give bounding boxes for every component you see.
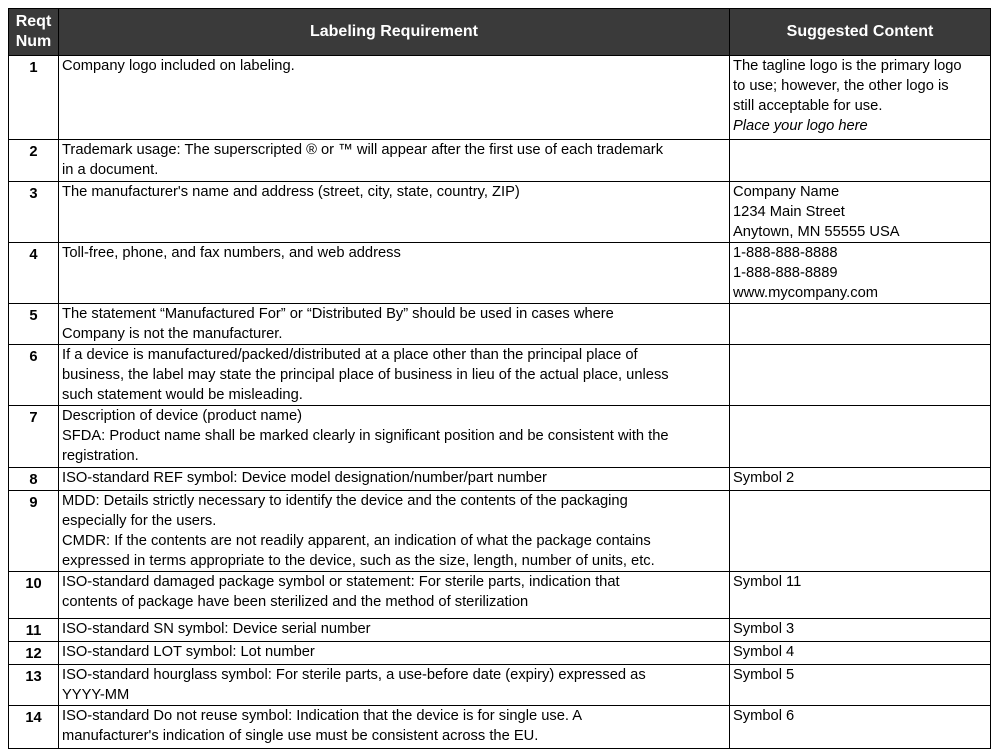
reqt-num-cell: 3 xyxy=(9,182,59,243)
labeling-requirements-table xyxy=(8,8,991,749)
suggested-content-cell xyxy=(730,642,991,665)
table-row xyxy=(9,406,991,468)
requirement-line: registration. xyxy=(62,448,139,464)
requirement-line: CMDR: If the contents are not readily apparent, an indication of what the package contains xyxy=(62,533,651,549)
reqt-num-cell: 12 xyxy=(9,642,59,665)
requirement-line: The statement “Manufactured For” or “Distributed By” should be used in cases where xyxy=(62,306,614,322)
requirement-cell xyxy=(59,619,730,642)
table-row xyxy=(9,345,991,406)
suggested-line: Symbol 11 xyxy=(733,574,802,590)
suggested-line: still acceptable for use. xyxy=(733,98,883,114)
suggested-content-cell xyxy=(730,572,991,619)
reqt-num-cell: 2 xyxy=(9,140,59,182)
suggested-content-cell xyxy=(730,140,991,182)
table-row xyxy=(9,572,991,619)
requirement-line: ISO-standard hourglass symbol: For sterile parts, a use-before date (expiry) expressed as xyxy=(62,667,646,683)
suggested-line: Symbol 6 xyxy=(733,708,795,724)
requirement-cell xyxy=(59,56,730,140)
reqt-num-cell: 13 xyxy=(9,665,59,706)
reqt-num-cell: 6 xyxy=(9,345,59,406)
suggested-content-cell xyxy=(730,665,991,706)
requirement-line: such statement would be misleading. xyxy=(62,387,303,403)
requirement-cell xyxy=(59,406,730,468)
suggested-line: Symbol 2 xyxy=(733,470,795,486)
requirement-cell xyxy=(59,491,730,572)
requirement-line: ISO-standard SN symbol: Device serial number xyxy=(62,621,371,637)
requirement-line: ISO-standard LOT symbol: Lot number xyxy=(62,644,315,660)
table-row xyxy=(9,468,991,491)
reqt-num-cell: 4 xyxy=(9,243,59,304)
requirement-line: SFDA: Product name shall be marked clearly in significant position and be consistent with the xyxy=(62,428,669,444)
requirement-cell xyxy=(59,140,730,182)
requirement-line: If a device is manufactured/packed/distributed at a place other than the principal place of xyxy=(62,347,638,363)
suggested-content-cell xyxy=(730,468,991,491)
requirement-cell xyxy=(59,665,730,706)
suggested-content-cell xyxy=(730,406,991,468)
header-reqt-num: Reqt Num xyxy=(9,9,59,56)
requirement-line: Company is not the manufacturer. xyxy=(62,326,283,342)
suggested-content-cell xyxy=(730,304,991,345)
table-row xyxy=(9,56,991,140)
suggested-content-cell xyxy=(730,345,991,406)
reqt-num-cell: 14 xyxy=(9,706,59,749)
suggested-line: 1234 Main Street xyxy=(733,204,845,220)
suggested-line: Anytown, MN 55555 USA xyxy=(733,224,900,240)
table-row xyxy=(9,182,991,243)
table-row xyxy=(9,706,991,749)
requirement-line: ISO-standard damaged package symbol or statement: For sterile parts, indication that xyxy=(62,574,620,590)
suggested-line: 1-888-888-8889 xyxy=(733,265,838,281)
suggested-content-cell xyxy=(730,56,991,140)
requirement-line: YYYY-MM xyxy=(62,687,130,703)
requirement-cell xyxy=(59,642,730,665)
reqt-num-cell: 11 xyxy=(9,619,59,642)
requirement-line: manufacturer's indication of single use must be consistent across the EU. xyxy=(62,728,539,744)
requirement-line: Toll-free, phone, and fax numbers, and web address xyxy=(62,245,401,261)
requirement-cell xyxy=(59,706,730,749)
reqt-num-cell: 10 xyxy=(9,572,59,619)
header-suggested-content: Suggested Content xyxy=(730,9,991,56)
suggested-content-cell xyxy=(730,619,991,642)
suggested-content-cell xyxy=(730,706,991,749)
logo-placeholder-text: Place your logo here xyxy=(733,118,868,134)
table-row xyxy=(9,642,991,665)
table-row xyxy=(9,140,991,182)
suggested-line: 1-888-888-8888 xyxy=(733,245,838,261)
requirement-line: business, the label may state the principal place of business in lieu of the actual place, unless xyxy=(62,367,669,383)
reqt-num-cell: 5 xyxy=(9,304,59,345)
requirement-line: contents of package have been sterilized and the method of sterilization xyxy=(62,594,529,610)
header-row xyxy=(9,9,991,56)
table-row xyxy=(9,665,991,706)
header-labeling-requirement: Labeling Requirement xyxy=(59,9,730,56)
reqt-num-cell: 1 xyxy=(9,56,59,140)
table-row xyxy=(9,304,991,345)
table-row xyxy=(9,491,991,572)
requirement-line: in a document. xyxy=(62,162,159,178)
table-row xyxy=(9,619,991,642)
requirement-line: expressed in terms appropriate to the device, such as the size, length, number of units, etc. xyxy=(62,553,655,569)
reqt-num-cell: 7 xyxy=(9,406,59,468)
requirement-cell xyxy=(59,468,730,491)
requirement-line: MDD: Details strictly necessary to identify the device and the contents of the packaging xyxy=(62,493,628,509)
requirement-line: Trademark usage: The superscripted ® or ™ will appear after the first use of each trademark xyxy=(62,142,664,158)
suggested-line: The tagline logo is the primary logo xyxy=(733,58,962,74)
suggested-line: Company Name xyxy=(733,184,840,200)
requirement-line: Company logo included on labeling. xyxy=(62,58,295,74)
table-row xyxy=(9,243,991,304)
suggested-line: to use; however, the other logo is xyxy=(733,78,949,94)
requirement-line: ISO-standard REF symbol: Device model designation/number/part number xyxy=(62,470,547,486)
requirement-line: ISO-standard Do not reuse symbol: Indication that the device is for single use. A xyxy=(62,708,583,724)
requirement-cell xyxy=(59,304,730,345)
suggested-content-cell xyxy=(730,491,991,572)
suggested-line: Symbol 3 xyxy=(733,621,795,637)
requirement-line: Description of device (product name) xyxy=(62,408,303,424)
requirement-cell xyxy=(59,243,730,304)
reqt-num-cell: 8 xyxy=(9,468,59,491)
suggested-line: www.mycompany.com xyxy=(733,285,879,301)
suggested-line: Symbol 4 xyxy=(733,644,795,660)
reqt-num-cell: 9 xyxy=(9,491,59,572)
requirement-cell xyxy=(59,572,730,619)
requirement-line: The manufacturer's name and address (street, city, state, country, ZIP) xyxy=(62,184,520,200)
suggested-content-cell xyxy=(730,243,991,304)
requirement-line: especially for the users. xyxy=(62,513,217,529)
requirement-cell xyxy=(59,182,730,243)
requirement-cell xyxy=(59,345,730,406)
suggested-line: Symbol 5 xyxy=(733,667,795,683)
suggested-content-cell xyxy=(730,182,991,243)
